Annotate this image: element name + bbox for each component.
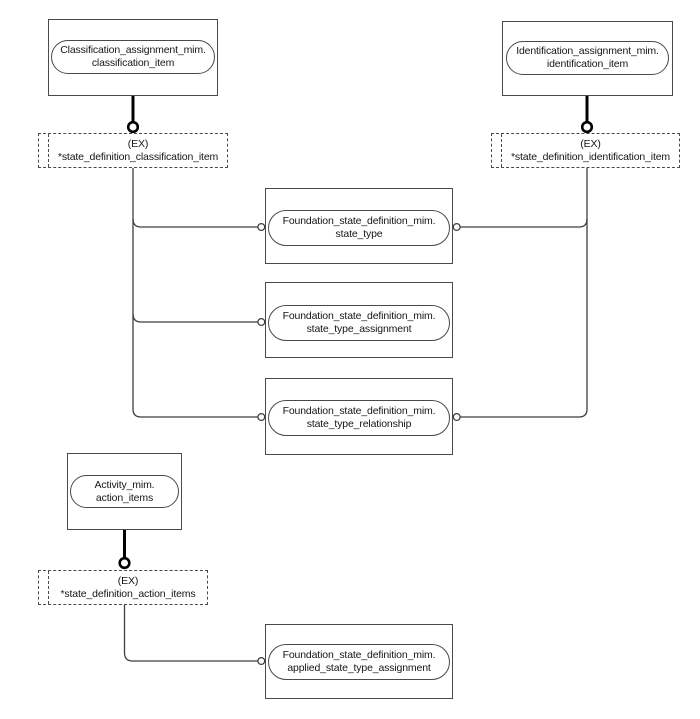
entity-oval-applied-state-type-assignment: [268, 644, 450, 680]
entity-label-line1: Identification_assignment_mim.: [516, 45, 659, 57]
entity-oval-identification-item: [506, 41, 669, 75]
connector-classification-to-state-type: [133, 219, 258, 227]
entity-box-applied-state-type-assignment: [265, 624, 453, 699]
entity-box-state-type: [265, 188, 453, 264]
page-ref-state-definition-classification-item: [38, 133, 228, 168]
entity-box-identification-item: [502, 21, 673, 96]
entity-box-state-type-relationship: [265, 378, 453, 455]
page-ref-label-line1: (EX): [580, 137, 601, 150]
entity-oval-state-type-relationship: [268, 400, 450, 436]
entity-oval-classification-item: [51, 40, 215, 74]
entity-label-line2: state_type_assignment: [306, 323, 412, 335]
attach-circle-state-type-relationship-left: [258, 414, 265, 421]
attach-circle-state-type-assignment-left: [258, 319, 265, 326]
attach-circle-state-type-right: [453, 224, 460, 231]
page-ref-inner-divider: [48, 571, 49, 604]
page-ref-label-line2: *state_definition_identification_item: [510, 150, 671, 163]
attach-circle-state-type-left: [258, 224, 265, 231]
entity-oval-state-type: [268, 210, 450, 246]
entity-label-line2: classification_item: [91, 57, 175, 69]
page-ref-label-line1: (EX): [127, 137, 149, 150]
page-ref-inner-divider: [48, 134, 49, 167]
entity-label-line1: Foundation_state_definition_mim.: [282, 310, 436, 322]
connector-classification-to-state-type-assignment: [133, 314, 258, 322]
bold-circle-identification: [582, 122, 592, 132]
attach-circle-state-type-relationship-right: [453, 414, 460, 421]
page-ref-state-definition-action-items: [38, 570, 208, 605]
entity-oval-state-type-assignment: [268, 305, 450, 341]
entity-label-line2: state_type_relationship: [306, 418, 412, 430]
page-ref-label-line1: (EX): [117, 574, 139, 587]
entity-label-line2: action_items: [95, 491, 154, 504]
entity-label-line2: applied_state_type_assignment: [287, 662, 431, 674]
page-ref-label-line2: *state_definition_action_items: [60, 587, 196, 600]
entity-label-line1: Foundation_state_definition_mim.: [282, 405, 436, 417]
entity-box-state-type-assignment: [265, 282, 453, 358]
page-ref-state-definition-identification-item: [491, 133, 680, 168]
connector-classification-to-state-type-relationship: [133, 168, 258, 417]
entity-box-action-items: [67, 453, 182, 530]
entity-label-line2: identification_item: [546, 58, 629, 70]
entity-label-line1: Activity_mim.: [94, 478, 155, 491]
entity-label-line1: Classification_assignment_mim.: [60, 44, 206, 56]
entity-box-classification-item: [48, 19, 218, 96]
connector-identification-to-state-type-relationship: [461, 168, 588, 417]
page-ref-inner-divider: [501, 134, 502, 167]
bold-circle-classification: [128, 122, 138, 132]
connector-identification-to-state-type: [461, 219, 588, 227]
page-ref-label-line2: *state_definition_classification_item: [57, 150, 219, 163]
entity-label-line1: Foundation_state_definition_mim.: [282, 649, 436, 661]
bold-circle-action-items: [120, 558, 130, 568]
attach-circle-applied-state-type-assignment-left: [258, 658, 265, 665]
entity-oval-action-items: [70, 475, 179, 508]
entity-label-line1: Foundation_state_definition_mim.: [282, 215, 436, 227]
connector-action-items-to-applied-state-type-assignment: [125, 605, 258, 661]
entity-label-line2: state_type: [335, 228, 383, 240]
